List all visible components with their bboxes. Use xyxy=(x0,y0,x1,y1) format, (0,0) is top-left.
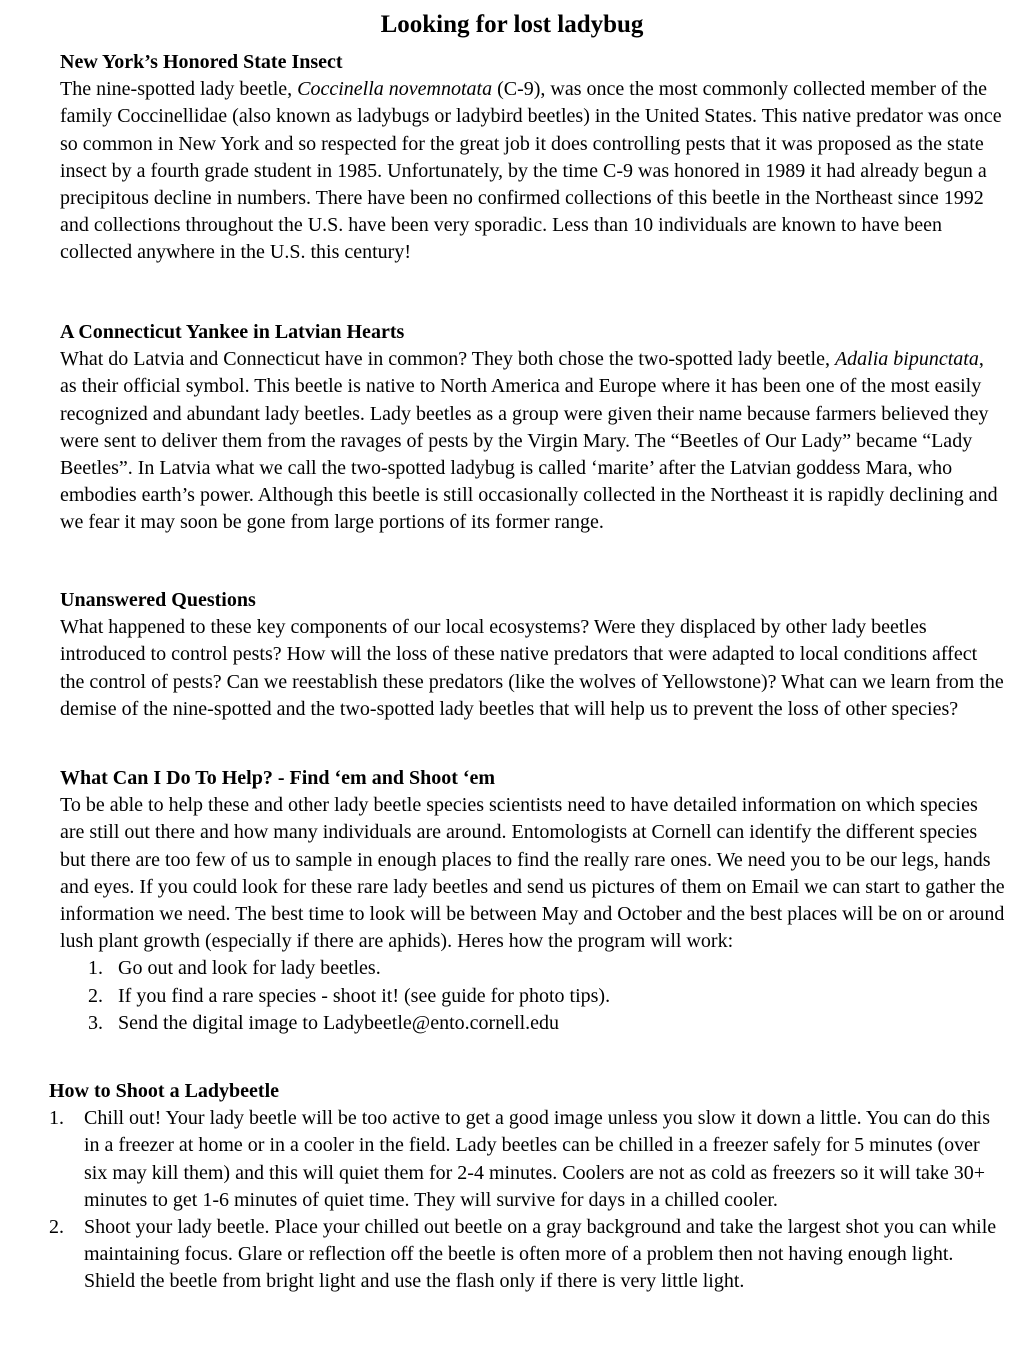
list-item-text: Shoot your lady beetle. Place your chilled out beetle on a gray background and take the largest shot you can while maintaining focus. Glare or reflection off the beetle is often more of a problem then not having enough light. Shield the beetle from bright light and use the flash only if there is very little light. xyxy=(84,1216,997,1293)
section-connecticut-yankee xyxy=(60,319,1005,537)
section-heading: A Connecticut Yankee in Latvian Hearts xyxy=(60,321,405,343)
list-number: 3. xyxy=(88,1011,103,1034)
list-item xyxy=(88,1010,1005,1037)
section-paragraph: What happened to these key components of our local ecosystems? Were they displaced by other lady beetles introduced to control pests? How will the loss of these native predators that were adapted to local conditions affect the control of pests? Can we reestablish these predators (like the wolves of Yellowstone)? What can we learn from the demise of the nine-spotted and the two-spotted lady beetles that will help us to prevent the loss of other species? xyxy=(60,616,1004,720)
list-number: 1. xyxy=(88,957,103,980)
section-paragraph xyxy=(60,346,1005,536)
page-title: Looking for lost ladybug xyxy=(380,11,644,38)
section-heading: How to Shoot a Ladybeetle xyxy=(49,1080,279,1102)
section-how-to-shoot xyxy=(49,1078,999,1296)
list-item-text: Chill out! Your lady beetle will be too active to get a good image unless you slow it down a little. You can do this in a freezer at home or in a cooler in the field. Lady beetles can be chilled in a freezer safely for 5 minutes (over six may kill them) and this will quiet them for 2-4 minutes. Coolers are not as cold as freezers so it will take 30+ minutes to get 1-6 minutes of quiet time. They will survive for days in a chilled cooler. xyxy=(84,1107,991,1211)
section-heading: Unanswered Questions xyxy=(60,589,256,611)
section-paragraph: To be able to help these and other lady beetle species scientists need to have detailed information on which species are still out there and how many individuals are around. Entomologists at Cornell can identify the different species but there are too few of us to sample in enough places to find the really rare ones. We need you to be our legs, hands and eyes. If you could look for these rare lady beetles and send us pictures of them on Email we can start to gather the information we need. The best time to look will be between May and October and the best places will be on or around lush plant growth (especially if there are aphids). Heres how the program will work: xyxy=(60,794,1005,953)
list-number: 2. xyxy=(88,984,103,1007)
species-name: Adalia bipunctata xyxy=(834,348,979,371)
paragraph-text: , as their official symbol. This beetle is native to North America and Europe where it has been one of the most easily recognized and abundant lady beetles. Lady beetles as a group were given their name because farmers believed they were sent to deliver them from the ravages of pests by the Virgin Mary. The “Beetles of Our Lady” became “Lady Beetles”. In Latvia what we call the two-spotted ladybug is called ‘marite’ after the Latvian goddess Mara, who embodies earth’s power. Although this beetle is still occasionally collected in the Northeast it is rapidly declining and we fear it may soon be gone from large portions of its former range. xyxy=(60,348,998,534)
paragraph-text: The nine-spotted lady beetle, xyxy=(60,78,298,101)
list-item-text: If you find a rare species - shoot it! (see guide for photo tips). xyxy=(118,984,611,1007)
list-number: 2. xyxy=(49,1216,64,1239)
list-item xyxy=(49,1105,999,1214)
list-item-text: Send the digital image to Ladybeetle@ento.cornell.edu xyxy=(118,1011,560,1034)
list-number: 1. xyxy=(49,1107,64,1130)
section-state-insect xyxy=(60,49,1005,267)
list-item xyxy=(88,955,1005,982)
section-unanswered-questions xyxy=(60,587,1005,723)
section-how-to-help xyxy=(60,765,1005,1037)
section-heading: New York’s Honored State Insect xyxy=(60,51,343,73)
species-name: Coccinella novemnotata xyxy=(297,78,493,101)
program-steps-list xyxy=(60,955,1005,1037)
shooting-steps-list xyxy=(49,1105,999,1295)
list-item-text: Go out and look for lady beetles. xyxy=(118,957,381,980)
section-paragraph xyxy=(60,76,1005,266)
paragraph-text: What do Latvia and Connecticut have in common? They both chose the two-spotted lady beetle, xyxy=(60,348,835,371)
list-item xyxy=(49,1214,999,1296)
section-heading: What Can I Do To Help? - Find ‘em and Shoot ‘em xyxy=(60,767,496,789)
paragraph-text: (C-9), was once the most commonly collected member of the family Coccinellidae (also known as ladybugs or ladybird beetles) in the United States. This native predator was once so common in New York and so respected for the great job it does controlling pests that it was proposed as the state insect by a fourth grade student in 1985. Unfortunately, by the time C-9 was honored in 1989 it had already begun a precipitous decline in numbers. There have been no confirmed collections of this beetle in the Northeast since 1992 and collections throughout the U.S. have been very sporadic. Less than 10 individuals are known to have been collected anywhere in the U.S. this century! xyxy=(60,78,1002,264)
list-item xyxy=(88,983,1005,1010)
